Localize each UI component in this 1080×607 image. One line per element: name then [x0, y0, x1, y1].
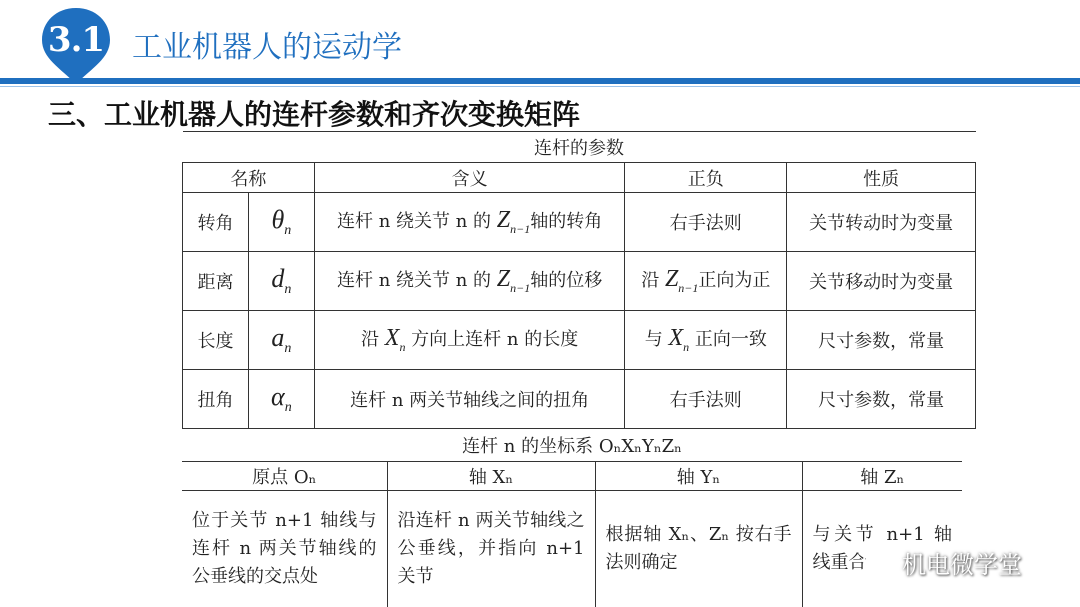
watermark-text: 机电微学堂 — [902, 551, 1022, 579]
column-header-name: 名称 — [183, 163, 315, 193]
origin-description: 位于关节 n+1 轴线与连杆 n 两关节轴线的公垂线的交点处 — [182, 491, 387, 607]
table-row — [183, 311, 976, 370]
param-sign: 右手法则 — [625, 193, 787, 252]
header-divider — [0, 78, 1080, 84]
column-header-x-axis: 轴 Xₙ — [387, 462, 595, 491]
param-sign: 沿 $Z_{n-1}$正向为正 — [625, 252, 787, 311]
section-title: 三、工业机器人的连杆参数和齐次变换矩阵 — [48, 98, 581, 131]
param-name: 转角 — [183, 193, 249, 252]
x-axis-description: 沿连杆 n 两关节轴线之公垂线，并指向 n+1 关节 — [387, 491, 595, 607]
param-name: 扭角 — [183, 370, 249, 429]
param-symbol: $\theta_n$ — [248, 193, 314, 252]
column-header-sign: 正负 — [625, 163, 787, 193]
badge-number: 3.1 — [47, 20, 105, 60]
link-frame-table — [182, 461, 962, 607]
table-caption: 连杆的参数 — [183, 132, 976, 163]
column-header-meaning: 含义 — [314, 163, 625, 193]
link-parameters-table — [182, 131, 976, 429]
table-row — [183, 193, 976, 252]
param-sign: 与 $X_n$ 正向一致 — [625, 311, 787, 370]
param-symbol: $\alpha_n$ — [248, 370, 314, 429]
y-axis-description: 根据轴 Xₙ、Zₙ 按右手法则确定 — [595, 491, 802, 607]
param-nature: 关节移动时为变量 — [787, 252, 976, 311]
param-meaning: 连杆 n 绕关节 n 的 $Z_{n-1}$轴的位移 — [314, 252, 625, 311]
param-symbol: $a_n$ — [248, 311, 314, 370]
table-row — [183, 370, 976, 429]
header-divider-thin — [0, 86, 1080, 87]
param-meaning: 连杆 n 两关节轴线之间的扭角 — [314, 370, 625, 429]
section-number-badge — [40, 6, 112, 86]
frame-table-caption: 连杆 n 的坐标系 OₙXₙYₙZₙ — [462, 436, 682, 457]
param-name: 距离 — [183, 252, 249, 311]
param-symbol: $d_n$ — [248, 252, 314, 311]
wechat-icon — [862, 549, 896, 583]
param-name: 长度 — [183, 311, 249, 370]
column-header-origin: 原点 Oₙ — [182, 462, 387, 491]
chapter-title: 工业机器人的运动学 — [132, 30, 402, 65]
param-meaning: 连杆 n 绕关节 n 的 $Z_{n-1}$轴的转角 — [314, 193, 625, 252]
param-nature: 关节转动时为变量 — [787, 193, 976, 252]
z-axis-description: 与关节 n+1 轴线重合 — [802, 491, 962, 607]
watermark — [862, 545, 1022, 583]
param-nature: 尺寸参数，常量 — [787, 311, 976, 370]
column-header-y-axis: 轴 Yₙ — [595, 462, 802, 491]
table-row — [183, 252, 976, 311]
column-header-nature: 性质 — [787, 163, 976, 193]
param-nature: 尺寸参数，常量 — [787, 370, 976, 429]
param-sign: 右手法则 — [625, 370, 787, 429]
param-meaning: 沿 $X_n$ 方向上连杆 n 的长度 — [314, 311, 625, 370]
column-header-z-axis: 轴 Zₙ — [802, 462, 962, 491]
